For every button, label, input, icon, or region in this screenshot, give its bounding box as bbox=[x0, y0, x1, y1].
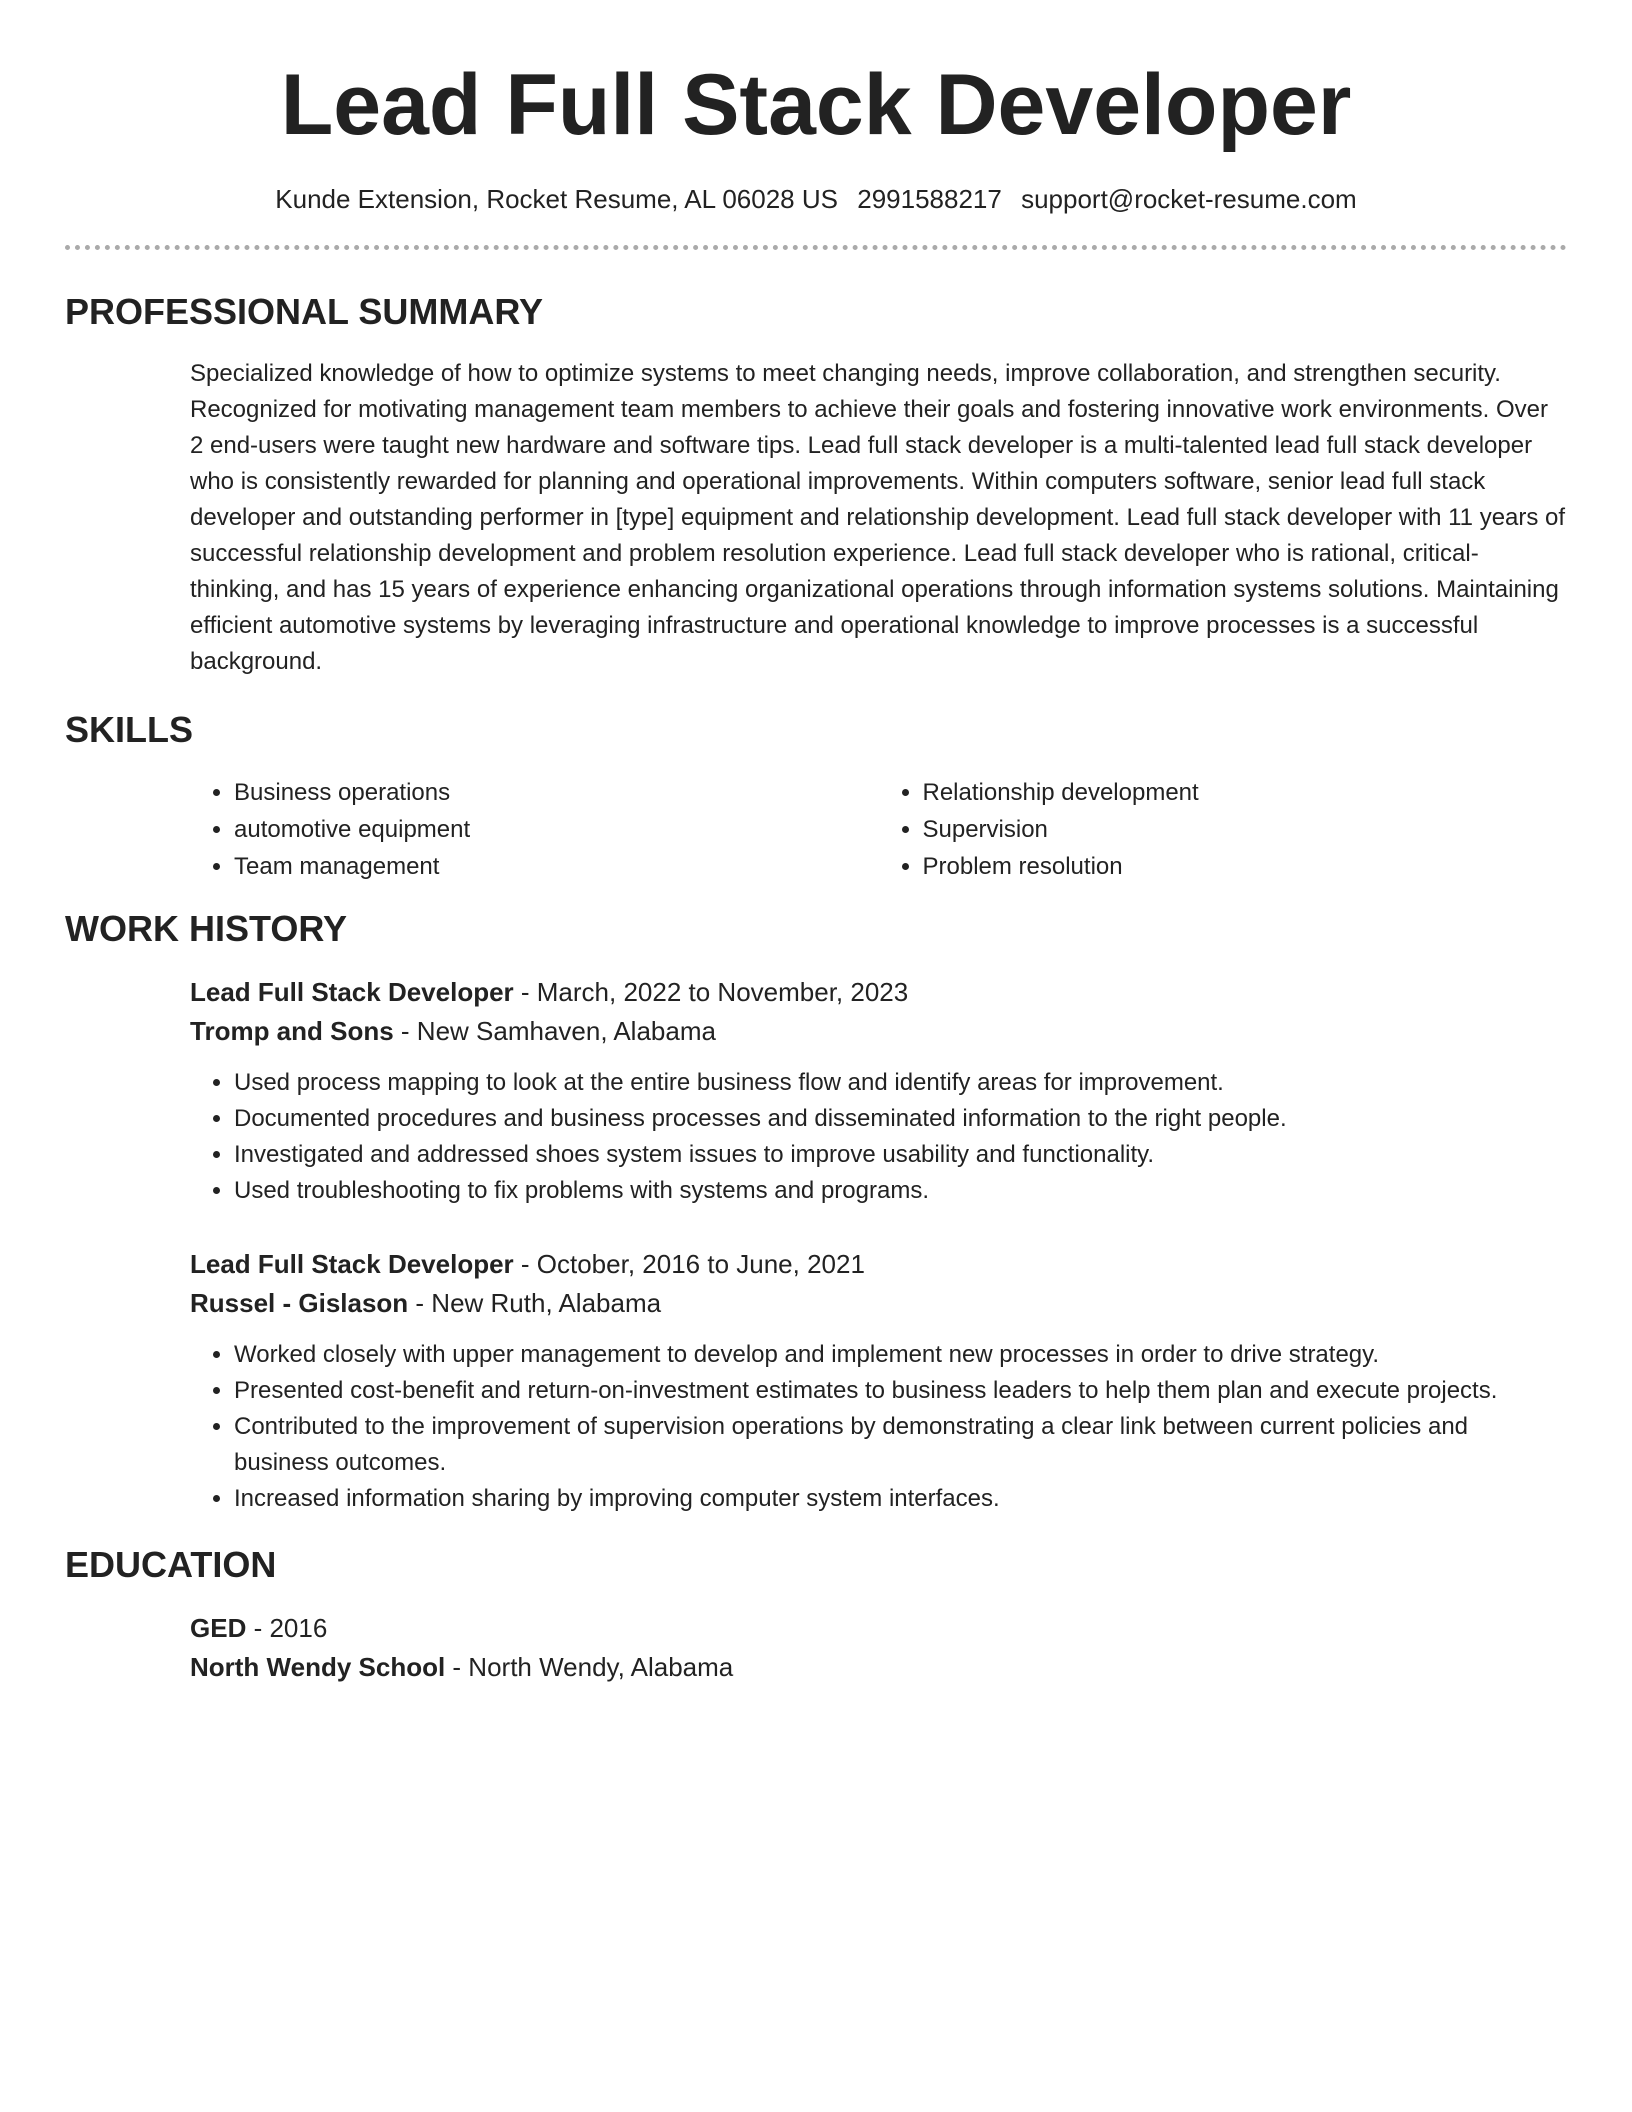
skills-heading: SKILLS bbox=[65, 709, 194, 750]
job-bullet: • Presented cost-benefit and return-on-investment estimates to business leaders to help them plan and execute projects. bbox=[234, 1373, 1567, 1409]
summary-text: Specialized knowledge of how to optimize systems to meet changing needs, improve collaboration, and strengthen security. Recognized for motivating management team members to achieve their goals and fostering innovative work environments. Over 2 end-users were taught new hardware and software tips. Lead full stack developer is a multi-talented lead full stack developer who is consistently rewarded for planning and operational improvements. Within computers software, senior lead full stack developer and outstanding performer in [type] equipment and relationship development. Lead full stack developer with 11 years of successful relationship development and problem resolution experience. Lead full stack developer who is rational, critical-thinking, and has 15 years of experience enhancing organizational operations through information systems solutions. Maintaining efficient automotive systems by leveraging infrastructure and operational knowledge to improve processes is a successful background. bbox=[190, 360, 1566, 675]
skill-item: • automotive equipment bbox=[234, 811, 879, 848]
skills-grid bbox=[65, 774, 1567, 885]
skill-item: • Relationship development bbox=[923, 774, 1568, 811]
job-bullet: • Increased information sharing by improving computer system interfaces. bbox=[234, 1481, 1567, 1517]
job-company-line bbox=[190, 1012, 1567, 1051]
job-bullets bbox=[190, 1065, 1567, 1209]
education-entry bbox=[65, 1609, 1567, 1687]
job-entry bbox=[65, 973, 1567, 1209]
education-school-line bbox=[190, 1648, 1567, 1687]
job-entry bbox=[65, 1245, 1567, 1517]
education-heading: EDUCATION bbox=[65, 1544, 277, 1585]
contact-email: support@rocket-resume.com bbox=[1021, 184, 1357, 214]
job-bullet: • Used process mapping to look at the entire business flow and identify areas for improvement. bbox=[234, 1065, 1567, 1101]
job-role: Lead Full Stack Developer bbox=[190, 977, 514, 1007]
job-bullet: • Documented procedures and business processes and disseminated information to the right people. bbox=[234, 1101, 1567, 1137]
job-role: Lead Full Stack Developer bbox=[190, 1249, 514, 1279]
job-company: Russel - Gislason bbox=[190, 1288, 409, 1318]
job-location: - New Samhaven, Alabama bbox=[393, 1016, 716, 1046]
contact-phone: 2991588217 bbox=[857, 184, 1002, 214]
education-degree: GED bbox=[190, 1613, 247, 1643]
header-divider bbox=[65, 245, 1567, 250]
education-year: - 2016 bbox=[246, 1613, 328, 1643]
education-location: - North Wendy, Alabama bbox=[445, 1652, 734, 1682]
skill-item: • Business operations bbox=[234, 774, 879, 811]
skills-list-left bbox=[190, 774, 879, 885]
education-school: North Wendy School bbox=[190, 1652, 446, 1682]
contact-address: Kunde Extension, Rocket Resume, AL 06028 US bbox=[275, 184, 838, 214]
skills-list-right bbox=[879, 774, 1568, 885]
job-dates: - March, 2022 to November, 2023 bbox=[513, 977, 909, 1007]
job-company: Tromp and Sons bbox=[190, 1016, 394, 1046]
job-bullet: • Worked closely with upper management to develop and implement new processes in order to drive strategy. bbox=[234, 1337, 1567, 1373]
skill-item: • Team management bbox=[234, 848, 879, 885]
job-bullets bbox=[190, 1337, 1567, 1517]
page-title: Lead Full Stack Developer bbox=[280, 57, 1352, 153]
job-bullet: • Used troubleshooting to fix problems with systems and programs. bbox=[234, 1173, 1567, 1209]
job-company-line bbox=[190, 1284, 1567, 1323]
job-dates: - October, 2016 to June, 2021 bbox=[513, 1249, 865, 1279]
summary-heading: PROFESSIONAL SUMMARY bbox=[65, 291, 544, 332]
contact-line bbox=[65, 183, 1567, 215]
job-bullet: • Contributed to the improvement of supervision operations by demonstrating a clear link between current policies and business outcomes. bbox=[234, 1409, 1567, 1481]
skill-item: • Problem resolution bbox=[923, 848, 1568, 885]
job-location: - New Ruth, Alabama bbox=[408, 1288, 662, 1318]
job-title-line bbox=[190, 973, 1567, 1012]
job-bullet: • Investigated and addressed shoes system issues to improve usability and functionality. bbox=[234, 1137, 1567, 1173]
skill-item: • Supervision bbox=[923, 811, 1568, 848]
job-title-line bbox=[190, 1245, 1567, 1284]
education-degree-line bbox=[190, 1609, 1567, 1648]
work-history-heading: WORK HISTORY bbox=[65, 908, 348, 949]
